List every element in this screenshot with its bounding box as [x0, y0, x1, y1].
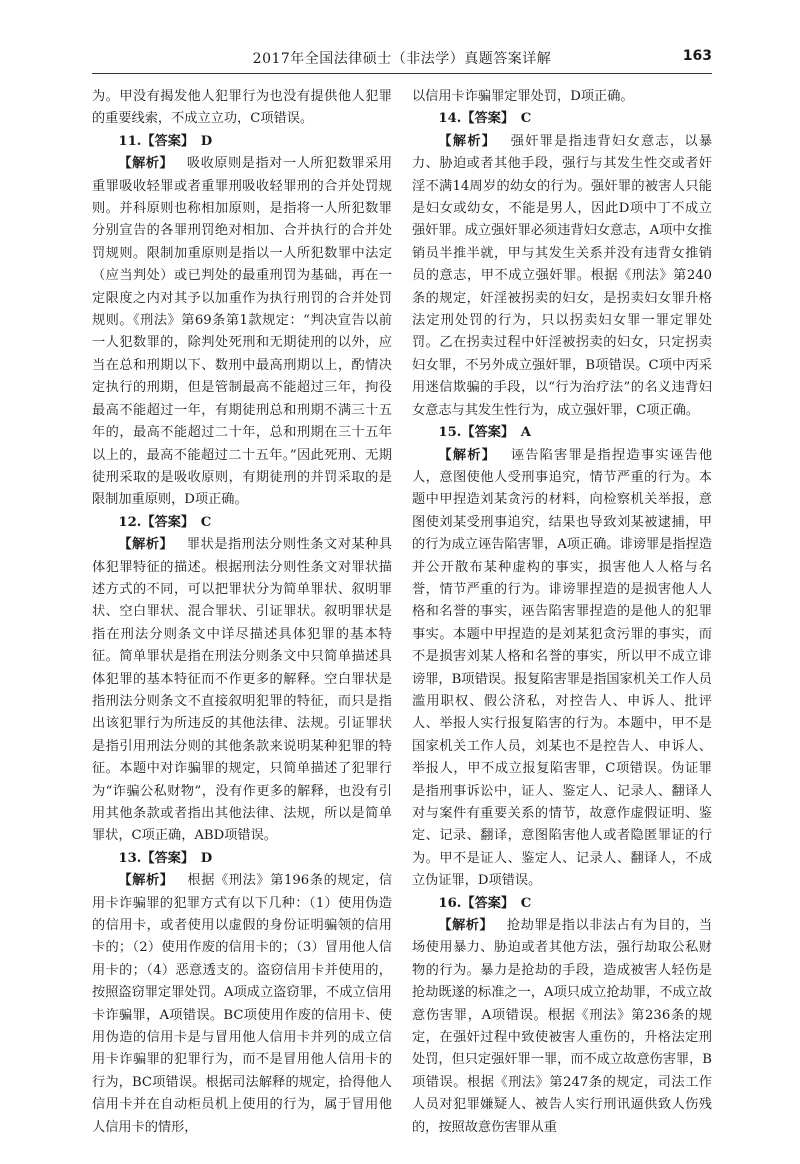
explanation-text: 抢劫罪是指以非法占有为目的，当场使用暴力、胁迫或者其他方法，强行劫取公私财物的行为。暴力是抢劫的手段，造成被害人轻伤是抢劫既遂的标准之一，A项只成立抢劫罪，不成立故意伤害罪，A项错误。根据《刑法》第236条的规定，在强奸过程中致使被害人重伤的，升格法定刑处罚，但只定强奸罪一罪，而不成立故意伤害罪，B项错误。根据《刑法》第247条的规定，司法工作人员对犯罪嫌疑人、被告人实行刑讯逼供致人伤残的，按照故意伤害罪从重: [412, 918, 713, 1135]
answer-line: [412, 108, 712, 130]
left-column: [92, 86, 392, 1139]
paragraph-continuation: 以信用卡诈骗罪定罪处罚，D项正确。: [412, 89, 634, 104]
explanation-label: 【解析】: [118, 873, 174, 889]
explanation-text: 吸收原则是指对一人所犯数罪采用重罪吸收轻罪或者重罪刑吸收轻罪刑的合并处罚规则。并科原则也称相加原则，是指将一人所犯数罪分别宣告的各罪刑罚绝对相加、合并执行的合并处罚规则。限制加重原则是指以一人所犯数罪中法定（应当判处）或已判处的最重刑罚为基础，再在一定限度之内对其予以加重作为执行刑罚的合并处罚规则。《刑法》第69条第1款规定：“判决宣告以前一人犯数罪的，除判处死刑和无期徒刑的以外，应当在总和刑期以下、数刑中最高刑期以上，酌情决定执行的刑期，但是管制最高不能超过三年，拘役最高不能超过一年，有期徒刑总和刑期不满三十五年的，最高不能超过二十年，总和刑期在三十五年以上的，最高不能超过二十五年。”因此死刑、无期徒刑采取的是吸收原则，有期徒刑的并罚采取的是限制加重原则，D项正确。: [92, 156, 393, 508]
question-number: 13.: [118, 850, 142, 866]
answer-line: [412, 893, 712, 915]
question-number: 15.: [438, 425, 462, 441]
explanation-label: 【解析】: [438, 133, 497, 149]
answer-line: [412, 422, 712, 444]
explanation-text: 根据《刑法》第196条的规定，信用卡诈骗罪的犯罪方式有以下几种：（1）使用伪造的信用卡，或者使用以虚假的身份证明骗领的信用卡的；（2）使用作废的信用卡的；（3）冒用他人信用卡的；（4）恶意透支的。盗窃信用卡并使用的，按照盗窃罪定罪处罚。A项成立盗窃罪，不成立信用卡诈骗罪，A项错误。BC项使用作废的信用卡、使用伪造的信用卡是与冒用他人信用卡并列的成立信用卡诈骗罪的犯罪行为，而不是冒用他人信用卡的行为，BC项错误。根据司法解释的规定，拾得他人信用卡并在自动柜员机上使用的行为，属于冒用他人信用卡的情形，: [92, 873, 393, 1135]
explanation-label: 【解析】: [118, 537, 174, 553]
answer-value: D: [200, 133, 213, 149]
answer-label: 【答案】: [461, 895, 515, 911]
answer-label: 【答案】: [461, 425, 515, 441]
explanation-label: 【解析】: [438, 447, 497, 463]
question-number: 12.: [118, 514, 142, 530]
explanation-text: 强奸罪是指违背妇女意志，以暴力、胁迫或者其他手段，强行与其发生性交或者奸淫不满14周岁的幼女的行为。强奸罪的被害人只能是妇女或幼女，不能是男人，因此D项中丁不成立强奸罪。成立强奸罪必须违背妇女意志，A项中女推销员半推半就，甲与其发生关系并没有违背女推销员的意志，甲不成立强奸罪。根据《刑法》第240条的规定，奸淫被拐卖的妇女，是拐卖妇女罪升格法定刑处罚的行为，只以拐卖妇女罪一罪定罪处罚。乙在拐卖过程中奸淫被拐卖的妇女，只定拐卖妇女罪，不另外成立强奸罪，B项错误。C项中丙采用迷信欺骗的手段，以“行为治疗法”的名义违背妇女意志与其发生性行为，成立强奸罪，C项正确。: [412, 133, 713, 418]
answer-line: [92, 512, 392, 534]
explanation-paragraph: [92, 534, 392, 848]
answer-line: [92, 848, 392, 870]
answer-value: D: [200, 850, 213, 866]
explanation-paragraph: [92, 153, 392, 512]
explanation-paragraph: [412, 445, 712, 893]
explanation-text: 罪状是指刑法分则性条文对某种具体犯罪特征的描述。根据刑法分则性条文对罪状描述方式的不同，可以把罪状分为简单罪状、叙明罪状、空白罪状、混合罪状、引证罪状。叙明罪状是指在刑法分则条文中详尽描述具体犯罪的基本特征。简单罪状是指在刑法分则条文中只简单描述具体犯罪的基本特征而不作更多的解释。空白罪状是指刑法分则条文不直接叙明犯罪的特征，而只是指出该犯罪行为所违反的其他法律、法规。引证罪状是指引用刑法分则的其他条款来说明某种犯罪的特征。本题中对诈骗罪的规定，只简单描述了犯罪行为“诈骗公私财物”，没有作更多的解释，也没有引用其他条款或者指出其他法律、法规，所以是简单罪状，C项正确，ABD项错误。: [92, 537, 393, 844]
explanation-text: 诬告陷害罪是指捏造事实诬告他人，意图使他人受刑事追究，情节严重的行为。本题中甲捏造刘某贪污的材料，向检察机关举报，意图使刘某受刑事追究，结果也导致刘某被逮捕，甲的行为成立诬告陷害罪，A项正确。诽谤罪是指捏造并公开散布某种虚构的事实，损害他人人格与名誉，情节严重的行为。诽谤罪捏造的是损害他人人格和名誉的事实，诬告陷害罪捏造的是他人的犯罪事实。本题中甲捏造的是刘某犯贪污罪的事实，而不是损害刘某人格和名誉的事实，所以甲不成立诽谤罪，B项错误。报复陷害罪是指国家机关工作人员滥用职权、假公济私，对控告人、申诉人、批评人、举报人实行报复陷害的行为。本题中，甲不是国家机关工作人员，刘某也不是控告人、申诉人、举报人，甲不成立报复陷害罪，C项错误。伪证罪是指刑事诉讼中，证人、鉴定人、记录人、翻译人对与案件有重要关系的情节，故意作虚假证明、鉴定、记录、翻译，意图陷害他人或者隐匿罪证的行为。甲不是证人、鉴定人、记录人、翻译人，不成立伪证罪，D项错误。: [412, 447, 713, 889]
answer-line: [92, 131, 392, 153]
right-column: [412, 86, 712, 1139]
explanation-paragraph: [412, 915, 712, 1139]
question-number: 14.: [438, 111, 462, 127]
explanation-paragraph: [92, 870, 392, 1139]
answer-value: C: [200, 514, 212, 530]
page-number: 163: [682, 48, 712, 64]
answer-label: 【答案】: [461, 111, 515, 127]
answer-label: 【答案】: [141, 514, 195, 530]
explanation-paragraph: [412, 131, 712, 422]
page-header: [92, 40, 712, 74]
explanation-label: 【解析】: [118, 156, 174, 172]
question-number: 11.: [118, 133, 142, 149]
paragraph-continuation: 为。甲没有揭发他人犯罪行为也没有提供他人犯罪的重要线索，不成立立功，C项错误。: [92, 89, 392, 127]
answer-value: A: [520, 425, 531, 441]
answer-label: 【答案】: [141, 133, 195, 149]
question-number: 16.: [438, 895, 462, 911]
answer-value: C: [520, 895, 532, 911]
answer-value: C: [520, 111, 532, 127]
running-title: 2017年全国法律硕士（非法学）真题答案详解: [252, 51, 552, 67]
answer-label: 【答案】: [141, 850, 195, 866]
explanation-label: 【解析】: [438, 918, 494, 934]
